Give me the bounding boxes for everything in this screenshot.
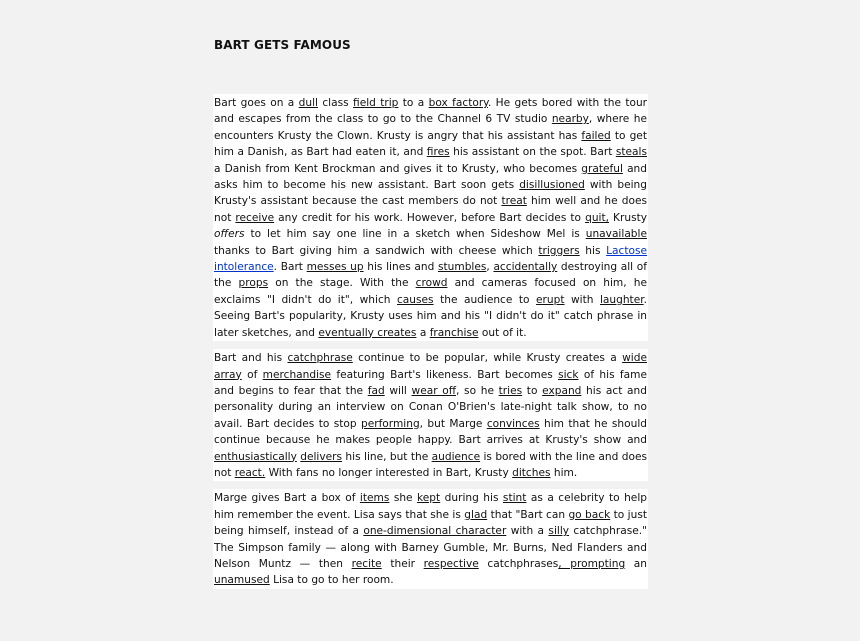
underlined-term: glad (464, 508, 488, 521)
text-run: and cameras focused on him, he exclaims "I didn't do it", which (214, 277, 647, 306)
underlined-term: one-dimensional character (363, 525, 507, 538)
text-run: Bart goes on a (214, 97, 299, 109)
underlined-term: convinces (486, 417, 540, 430)
text-run: with a (506, 525, 549, 538)
underlined-term: box factory (428, 97, 488, 109)
underlined-term: go back (568, 508, 611, 521)
text-run: , but Marge (419, 417, 487, 430)
underlined-term: react. (234, 466, 266, 479)
text-run: him well and he does not (214, 195, 647, 224)
underlined-term: crowd (415, 277, 448, 290)
text-run: featuring Bart's likeness. Bart becomes (331, 368, 559, 381)
underlined-term: sick (558, 368, 579, 381)
underlined-term: dull (298, 97, 318, 109)
underlined-term: eventually creates (318, 326, 417, 339)
underlined-term: kept (417, 492, 441, 505)
underlined-term: erupt (536, 293, 565, 306)
text-run: his assistant on the spot. Bart (449, 146, 616, 159)
underlined-term: nearby (551, 113, 589, 126)
text-run: with being Krusty's assistant because the cast members do not (214, 179, 647, 208)
underlined-term: performing (360, 417, 420, 430)
text-run: to a (398, 97, 429, 109)
paragraph-1 (213, 94, 648, 341)
underlined-term: unavailable (585, 228, 647, 241)
text-run: his (579, 244, 607, 257)
underlined-term: items (359, 492, 390, 505)
underlined-term: causes (396, 293, 434, 306)
paragraph-gap (213, 481, 648, 489)
text-run: of (241, 368, 263, 381)
text-run: thanks to Bart giving him a sandwich with cheese which (214, 244, 539, 257)
text-run: his lines and (363, 261, 438, 274)
underlined-term: steals (615, 146, 648, 159)
underlined-term: franchise (429, 326, 479, 339)
underlined-term: accidentally (493, 261, 558, 274)
text-run: to just being himself, instead of a (214, 508, 647, 538)
text-run: that "Bart can (487, 508, 569, 521)
wiki-link[interactable]: Lactose intolerance (214, 244, 648, 274)
underlined-term: tries (498, 384, 523, 397)
text-run: class (317, 97, 354, 109)
underlined-term: quit, (585, 211, 609, 224)
text-run: to let him say one line in a sketch when Sideshow Mel is (244, 228, 586, 241)
text-run: , (486, 261, 494, 274)
text-run: and asks him to become his new assistant. Bart soon gets (214, 162, 647, 192)
text-run: him that he should continue because he makes people happy. Bart arrives at Krusty's show and (214, 417, 647, 447)
text-run: Lisa to go to her room. (269, 574, 394, 587)
underlined-term: catchphrase (287, 352, 353, 365)
text-run: their (381, 557, 424, 570)
underlined-term: delivers (300, 450, 343, 463)
paragraph-3 (213, 489, 648, 588)
text-run: Marge gives Bart a box of (214, 492, 360, 505)
underlined-term: field trip (353, 97, 399, 109)
text-run: destroying all of the (214, 261, 647, 290)
text-run: continue to be popular, while Krusty creates a (352, 352, 623, 365)
underlined-term: messes up (306, 261, 364, 274)
paragraph-2 (213, 349, 648, 481)
text-run: will (384, 384, 412, 397)
underlined-term: unamused (214, 574, 270, 587)
text-run: during his (440, 492, 503, 505)
underlined-term: laughter (599, 293, 644, 306)
text-run: is bored with the line and does not (214, 450, 647, 479)
underlined-term: receive (235, 211, 275, 224)
text-run: , so he (456, 384, 499, 397)
text-run: him. (550, 466, 578, 479)
text-run: of his fame and begins to fear that the (214, 368, 647, 397)
text-run: Krusty (609, 211, 648, 224)
text-run: . Bart (273, 261, 307, 274)
text-run: an (625, 557, 648, 570)
underlined-term: silly (548, 525, 570, 538)
underlined-term: triggers (538, 244, 580, 257)
text-run: , where he encounters Krusty the Clown. Krusty is angry that his assistant has (214, 113, 647, 142)
text-run: out of it. (478, 326, 527, 339)
paragraph-gap (213, 341, 648, 349)
underlined-term: merchandise (262, 368, 332, 381)
text-run: . Seeing Bart's popularity, Krusty uses him and his "I didn't do it" catch phrase in later sketches, and (214, 293, 647, 339)
document-title: BART GETS FAMOUS (214, 38, 351, 52)
underlined-term: ditches (512, 466, 551, 479)
underlined-term: wear off (411, 384, 457, 397)
underlined-term: enthusiastically (214, 450, 297, 463)
text-run: his line, but the (342, 450, 432, 463)
text-run: a (416, 326, 430, 339)
underlined-term: , prompting (558, 557, 626, 570)
underlined-term: grateful (581, 162, 623, 175)
underlined-term: expand (542, 384, 582, 397)
text-run: Bart and his (214, 352, 288, 365)
text-run: With fans no longer interested in Bart, Krusty (265, 466, 513, 479)
text-run: with (564, 293, 600, 306)
text-run: catchphrase." The Simpson family — along with Barney Gumble, Mr. Burns, Ned Flanders and Nelson Muntz — then (214, 525, 647, 570)
underlined-term: audience (431, 450, 481, 463)
text-run: to (522, 384, 543, 397)
underlined-term: failed (581, 129, 611, 142)
text-run: a Danish from Kent Brockman and gives it to Krusty, who becomes (214, 162, 582, 175)
italic-term: offers (214, 228, 245, 241)
text-run: his act and personality during an interview on Conan O'Brien's late-night talk show, to no avail. Bart decides to stop (214, 384, 647, 430)
text-run: catchphrases (478, 557, 559, 570)
text-run: she (389, 492, 418, 505)
text-run: on the stage. With the (268, 277, 416, 290)
underlined-term: stint (502, 492, 527, 505)
underlined-term: props (238, 277, 269, 290)
underlined-term: stumbles (437, 261, 487, 274)
text-run: as a celebrity to help him remember the event. Lisa says that she is (214, 492, 647, 521)
underlined-term: fires (426, 146, 450, 159)
underlined-term: wide array (214, 352, 647, 381)
text-run: to get him a Danish, as Bart had eaten it, and (214, 129, 647, 159)
text-run: the audience to (433, 293, 537, 306)
underlined-term: treat (501, 195, 527, 208)
text-run: any credit for his work. However, before Bart decides to (274, 211, 586, 224)
text-run: . He gets bored with the tour and escapes from the class to go to the Channel 6 TV studio (214, 97, 648, 126)
underlined-term: recite (351, 557, 382, 570)
document-body (213, 94, 648, 589)
underlined-term: disillusioned (519, 179, 585, 192)
underlined-term: fad (367, 384, 385, 397)
underlined-term: respective (423, 557, 479, 570)
